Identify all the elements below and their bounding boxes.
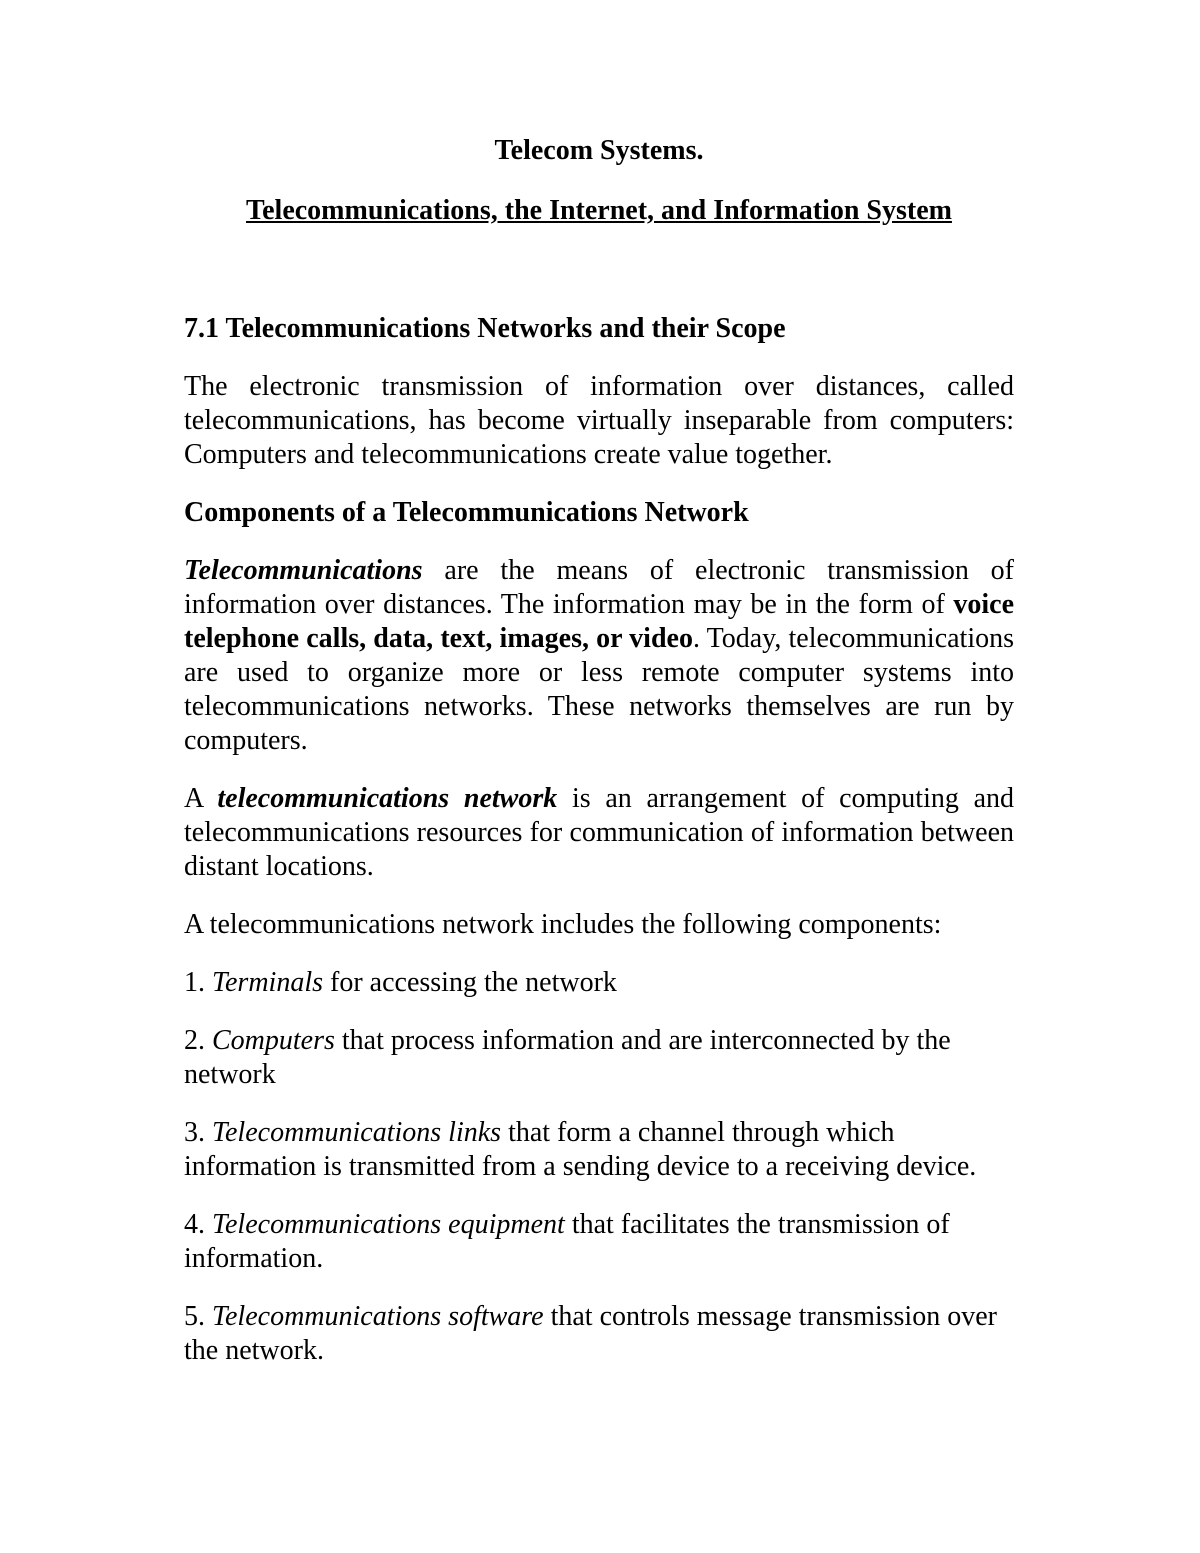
list-item-number: 5. [184,1301,212,1332]
list-item-term: Telecommunications software [212,1301,544,1332]
list-item-term: Terminals [212,967,324,998]
definition-text-1: are the means of electronic transmission of information over distances. The information may be in the form of [184,555,1014,620]
list-item-term: Telecommunications links [212,1117,502,1148]
list-item-number: 4. [184,1209,212,1240]
list-item-text: that facilitates the transmission of information. [184,1209,950,1274]
list-item [184,1208,1014,1276]
definition-paragraph [184,554,1014,758]
list-item-text: that process information and are interconnected by the network [184,1025,951,1090]
document-title: Telecom Systems. [494,135,704,166]
list-item-text: that controls message transmission over the network. [184,1301,997,1366]
section-heading: 7.1 Telecommunications Networks and their Scope [184,313,786,344]
list-item-text: for accessing the network [323,967,617,998]
components-heading: Components of a Telecommunications Network [184,497,749,528]
definition-text-2: . Today, telecommunications are used to organize more or less remote computer systems into telecommunications networks. These networks themselves are run by computers. [184,623,1014,756]
list-item-term: Computers [212,1025,335,1056]
list-item-text: that form a channel through which information is transmitted from a sending device to a receiving device. [184,1117,977,1182]
definition-bold-list: voice telephone calls, data, text, images, or video [184,589,1014,654]
list-item-number: 3. [184,1117,212,1148]
document-subtitle: Telecommunications, the Internet, and Information System [246,195,952,226]
list-item [184,1024,1014,1092]
list-item [184,1300,1014,1368]
network-text: is an arrangement of computing and telecommunications resources for communication of information between distant locations. [184,783,1014,882]
list-intro: A telecommunications network includes the following components: [184,909,942,940]
definition-term: Telecommunications [184,555,423,586]
list-item-number: 1. [184,967,212,998]
network-term: telecommunications network [217,783,558,814]
document-page [184,134,1014,1368]
list-item [184,966,1014,1000]
intro-paragraph: The electronic transmission of information over distances, called telecommunications, has become virtually inseparable from computers: Computers and telecommunications create value together. [184,371,1014,470]
list-item-term: Telecommunications equipment [212,1209,565,1240]
list-item [184,1116,1014,1184]
network-lead: A [184,783,218,814]
network-paragraph [184,782,1014,884]
list-item-number: 2. [184,1025,212,1056]
